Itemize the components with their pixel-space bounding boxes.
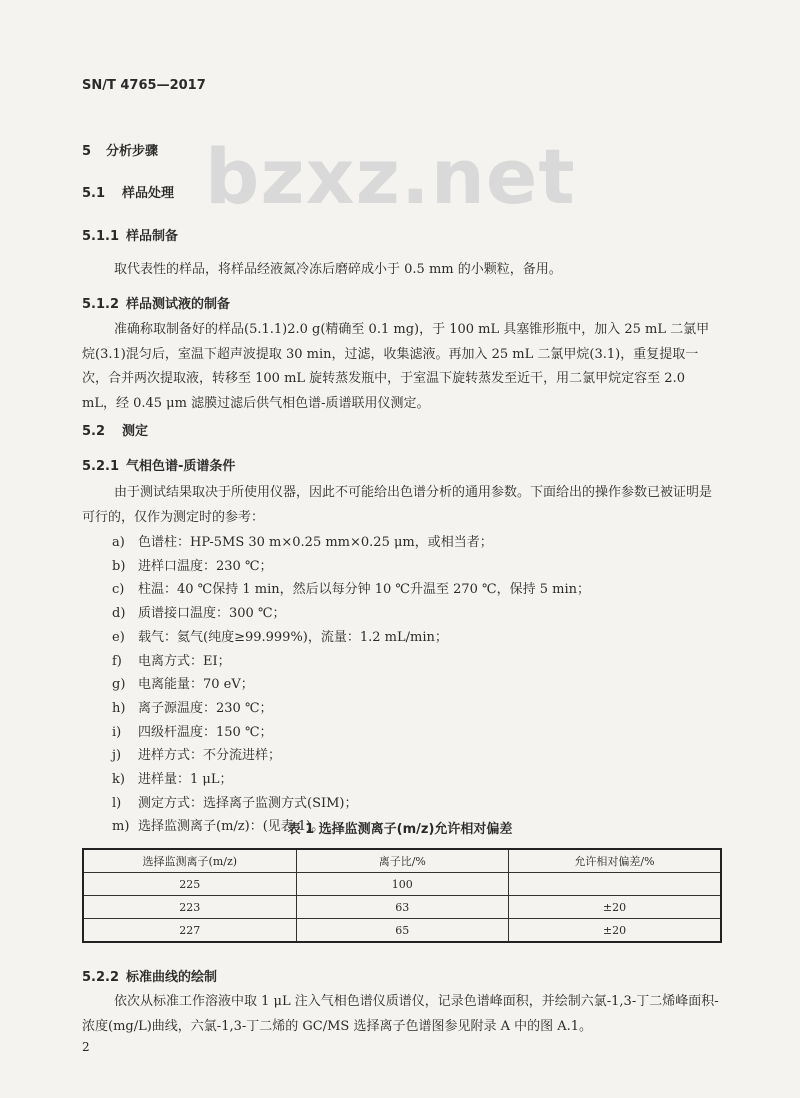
table-row bbox=[83, 896, 721, 919]
table-cell: 223 bbox=[83, 896, 296, 919]
table-cell: 225 bbox=[83, 873, 296, 896]
standard-number: SN/T 4765—2017 bbox=[82, 78, 206, 93]
condition-text: 离子源温度：230 ℃； bbox=[138, 700, 273, 716]
section-number: 5 bbox=[82, 144, 92, 159]
section-5-1-1-heading bbox=[82, 225, 178, 244]
condition-item bbox=[112, 721, 273, 740]
condition-item bbox=[112, 768, 233, 787]
condition-item bbox=[112, 673, 254, 692]
section-number: 5.1 bbox=[82, 186, 106, 201]
section-5-2-heading bbox=[82, 420, 148, 439]
section-5-1-2-heading bbox=[82, 293, 230, 312]
condition-label: g) bbox=[112, 677, 126, 693]
section-5-1-heading bbox=[82, 182, 174, 201]
condition-text: 柱温：40 ℃保持 1 min，然后以每分钟 10 ℃升温至 270 ℃，保持 5 min； bbox=[138, 582, 590, 598]
section-title: 标准曲线的绘制 bbox=[126, 970, 218, 985]
condition-label: l) bbox=[112, 795, 122, 811]
watermark: bzxz.net bbox=[205, 132, 576, 221]
condition-text: 四级杆温度：150 ℃； bbox=[138, 724, 273, 740]
condition-label: f) bbox=[112, 653, 122, 669]
table-caption: 表 1 选择监测离子(m/z)允许相对偏差 bbox=[287, 822, 513, 837]
section-5-2-2-heading bbox=[82, 966, 217, 985]
condition-item bbox=[112, 626, 448, 645]
condition-text: 进样量：1 μL； bbox=[138, 772, 233, 787]
condition-item bbox=[112, 555, 273, 574]
condition-item bbox=[112, 531, 493, 550]
condition-label: j) bbox=[112, 748, 122, 764]
condition-label: a) bbox=[112, 535, 125, 550]
table-cell: 100 bbox=[296, 873, 508, 896]
table-cell: ±20 bbox=[509, 896, 721, 919]
table-row bbox=[83, 873, 721, 896]
table-cell: 227 bbox=[83, 919, 296, 943]
gcms-intro-text: 由于测试结果取决于所使用仪器，因此不可能给出色谱分析的通用参数。下面给出的操作参数已被证明是可行的，仅作为测定时的参考： bbox=[82, 485, 713, 525]
section-title: 分析步骤 bbox=[106, 144, 159, 159]
section-number: 5.1.1 bbox=[82, 229, 120, 244]
condition-text: 选择监测离子(m/z)：(见表 1)。 bbox=[138, 819, 325, 835]
condition-label: e) bbox=[112, 629, 125, 645]
section-number: 5.2.1 bbox=[82, 459, 120, 474]
table-header-cell: 选择监测离子(m/z) bbox=[83, 849, 296, 873]
section-title: 样品处理 bbox=[122, 186, 175, 201]
condition-text: 色谱柱：HP-5MS 30 m×0.25 mm×0.25 μm，或相当者； bbox=[138, 535, 493, 550]
condition-item bbox=[112, 650, 231, 669]
page-number: 2 bbox=[82, 1040, 90, 1054]
condition-label: d) bbox=[112, 606, 126, 622]
condition-text: 载气：氦气(纯度≥99.999%)，流量：1.2 mL/min； bbox=[138, 629, 448, 645]
condition-item bbox=[112, 602, 286, 621]
condition-label: b) bbox=[112, 558, 126, 574]
condition-text: 电离能量：70 eV； bbox=[138, 677, 254, 693]
condition-text: 进样口温度：230 ℃； bbox=[138, 558, 273, 574]
condition-label: h) bbox=[112, 700, 126, 716]
section-title: 测定 bbox=[122, 424, 149, 439]
condition-item bbox=[112, 744, 281, 763]
condition-text: 进样方式：不分流进样； bbox=[138, 748, 282, 764]
section-number: 5.2 bbox=[82, 424, 106, 439]
section-5-heading bbox=[82, 140, 158, 159]
condition-label: i) bbox=[112, 724, 122, 740]
section-number: 5.2.2 bbox=[82, 970, 120, 985]
table-header-cell: 离子比/% bbox=[296, 849, 508, 873]
table-row bbox=[83, 919, 721, 943]
table-header-cell: 允许相对偏差/% bbox=[509, 849, 721, 873]
condition-item bbox=[112, 697, 273, 716]
condition-text: 质谱接口温度：300 ℃； bbox=[138, 606, 286, 622]
sample-prep-text: 取代表性的样品，将样品经液氮冷冻后磨碎成小于 0.5 mm 的小颗粒，备用。 bbox=[114, 262, 562, 277]
table-cell: ±20 bbox=[509, 919, 721, 943]
section-title: 气相色谱-质谱条件 bbox=[126, 459, 236, 474]
section-5-2-1-heading bbox=[82, 455, 235, 474]
condition-text: 测定方式：选择离子监测方式(SIM)； bbox=[138, 795, 358, 811]
calibration-text: 依次从标准工作溶液中取 1 μL 注入气相色谱仪质谱仪，记录色谱峰面积，并绘制六氯-1,3-丁二烯峰面积-浓度(mg/L)曲线，六氯-1,3-丁二烯的 GC/MS 选择离子色谱图参见附录 A 中的图 A.1。 bbox=[82, 994, 719, 1034]
condition-label: c) bbox=[112, 582, 125, 598]
table-header-row bbox=[83, 849, 721, 873]
condition-label: m) bbox=[112, 819, 130, 835]
condition-item bbox=[112, 578, 590, 597]
test-solution-text: 准确称取制备好的样品(5.1.1)2.0 g(精确至 0.1 mg)，于 100 mL 具塞锥形瓶中，加入 25 mL 二氯甲烷(3.1)混匀后，室温下超声波提取 30 min，过滤，收集滤液。再加入 25 mL 二氯甲烷(3.1)，重复提取一次，合并两次提取液，转移至 100 mL 旋转蒸发瓶中，于室温下旋转蒸发至近干，用二氯甲烷定容至 2.0 mL，经 0.45 μm 滤膜过滤后供气相色谱-质谱联用仪测定。 bbox=[82, 322, 710, 411]
table-cell: 65 bbox=[296, 919, 508, 943]
section-number: 5.1.2 bbox=[82, 297, 120, 312]
section-title: 样品测试液的制备 bbox=[126, 297, 231, 312]
condition-item bbox=[112, 792, 358, 811]
table-cell: 63 bbox=[296, 896, 508, 919]
condition-text: 电离方式：EI； bbox=[138, 653, 231, 669]
condition-label: k) bbox=[112, 772, 125, 787]
section-title: 样品制备 bbox=[126, 229, 179, 244]
table-cell bbox=[509, 873, 721, 896]
ion-table bbox=[82, 848, 722, 943]
